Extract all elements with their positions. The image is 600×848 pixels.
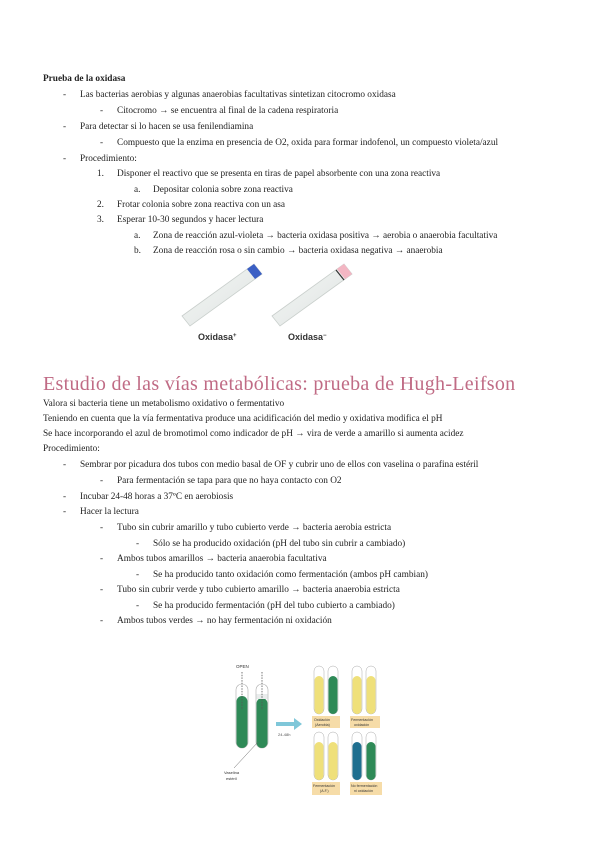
- svg-text:Fermentación: Fermentación: [313, 784, 335, 788]
- list-item: Procedimiento:: [80, 154, 137, 164]
- oxidasa-negative-strip: [272, 264, 352, 326]
- paragraph: Procedimiento:: [43, 444, 100, 454]
- label-incubation: 24-48h: [278, 732, 291, 737]
- list-item: Tubo sin cubrir amarillo y tubo cubierto verde → bacteria aerobia estricta: [117, 523, 392, 533]
- list-item: Compuesto que la enzima en presencia de O2, oxida para formar indofenol, un compuesto violeta/azul: [117, 138, 499, 148]
- bullet-marker: -: [63, 122, 67, 132]
- label-esteril: estéril: [226, 776, 237, 781]
- label-open-tube: OPEN: [236, 664, 249, 669]
- bullet-marker: -: [100, 138, 104, 148]
- paragraph: Valora si bacteria tiene un metabolismo oxidativo o fermentativo: [43, 399, 285, 409]
- list-item: Para fermentación se tapa para que no haya contacto con O2: [117, 476, 342, 486]
- bullet-marker: -: [100, 523, 104, 533]
- svg-text:ni oxidación: ni oxidación: [354, 789, 373, 793]
- list-item: Esperar 10-30 segundos y hacer lectura: [117, 215, 264, 225]
- svg-text:Fermentación: Fermentación: [351, 718, 373, 722]
- list-item: Hacer la lectura: [80, 507, 139, 517]
- bullet-marker: -: [136, 601, 140, 611]
- arrow-icon: [276, 718, 302, 730]
- letter-marker: a.: [134, 231, 141, 241]
- list-item: Frotar colonia sobre zona reactiva con un asa: [117, 200, 286, 210]
- section-heading-hugh-leifson: Estudio de las vías metabólicas: prueba de Hugh-Leifson: [43, 373, 516, 395]
- hugh-leifson-tubes-figure: [222, 660, 392, 800]
- paragraph: Se hace incorporando el azul de bromotimol como indicador de pH → vira de verde a amarillo si aumenta acidez: [43, 429, 464, 439]
- bullet-marker: -: [100, 106, 104, 116]
- svg-text:(Aerobia): (Aerobia): [315, 723, 330, 727]
- svg-text:Oxidación: Oxidación: [314, 718, 330, 722]
- result-no-fermentacion: [350, 732, 382, 795]
- list-item: Para detectar si lo hacen se usa fenilendiamina: [80, 122, 254, 132]
- inoculated-tube-covered: [256, 672, 268, 748]
- list-item: Ambos tubos amarillos → bacteria anaerobia facultativa: [117, 554, 327, 564]
- label-vaselina: Vaselina: [224, 770, 240, 775]
- label-oxidasa-negative: Oxidasa−: [288, 332, 327, 342]
- result-aerobia: [312, 666, 340, 728]
- list-item: Ambos tubos verdes → no hay fermentación ni oxidación: [117, 616, 332, 626]
- list-item: Se ha producido fermentación (pH del tubo cubierto a cambiado): [153, 601, 395, 611]
- result-fermentacion: [312, 732, 340, 795]
- list-item: Las bacterias aerobias y algunas anaerobias facultativas sintetizan citocromo oxidasa: [80, 90, 396, 100]
- oxidasa-strips-figure: [176, 256, 366, 348]
- svg-text:(A.F.): (A.F.): [320, 789, 329, 793]
- list-item: Zona de reacción azul-violeta → bacteria oxidasa positiva → aerobia o anaerobia facultativa: [153, 231, 498, 241]
- bullet-marker: -: [100, 616, 104, 626]
- list-item: Disponer el reactivo que se presenta en tiras de papel absorbente con una zona reactiva: [117, 169, 441, 179]
- inoculated-tube-open: [236, 672, 248, 748]
- bullet-marker: -: [63, 460, 67, 470]
- list-item: Se ha producido tanto oxidación como fermentación (ambos pH cambian): [153, 570, 428, 580]
- bullet-marker: -: [100, 585, 104, 595]
- number-marker: 2.: [97, 200, 104, 210]
- bullet-marker: -: [136, 539, 140, 549]
- list-item: Citocromo → se encuentra al final de la cadena respiratoria: [117, 106, 339, 116]
- section-title-oxidasa: Prueba de la oxidasa: [43, 74, 126, 84]
- bullet-marker: -: [100, 476, 104, 486]
- oxidasa-positive-strip: [182, 264, 262, 326]
- letter-marker: a.: [134, 185, 141, 195]
- bullet-marker: -: [63, 492, 67, 502]
- letter-marker: b.: [134, 246, 141, 256]
- bullet-marker: -: [63, 90, 67, 100]
- list-item: Sembrar por picadura dos tubos con medio basal de OF y cubrir uno de ellos con vaselina o parafina estéril: [80, 460, 479, 470]
- bullet-marker: -: [100, 554, 104, 564]
- list-item: Incubar 24-48 horas a 37ºC en aerobiosis: [80, 492, 234, 502]
- number-marker: 1.: [97, 169, 104, 179]
- result-fermentacion-oxidacion: [350, 666, 380, 728]
- bullet-marker: -: [63, 507, 67, 517]
- list-item: Tubo sin cubrir verde y tubo cubierto amarillo → bacteria anaerobia estricta: [117, 585, 400, 595]
- list-item: Sólo se ha producido oxidación (pH del tubo sin cubrir a cambiado): [153, 539, 406, 549]
- bullet-marker: -: [136, 570, 140, 580]
- bullet-marker: -: [63, 154, 67, 164]
- number-marker: 3.: [97, 215, 104, 225]
- list-item: Zona de reacción rosa o sin cambio → bacteria oxidasa negativa → anaerobia: [153, 246, 443, 256]
- paragraph: Teniendo en cuenta que la vía fermentativa produce una acidificación del medio y oxidativa modifica el pH: [43, 414, 443, 424]
- list-item: Depositar colonia sobre zona reactiva: [153, 185, 293, 195]
- label-oxidasa-positive: Oxidasa+: [198, 332, 237, 342]
- svg-text:oxidación: oxidación: [354, 723, 370, 727]
- svg-text:No fermentación: No fermentación: [351, 784, 378, 788]
